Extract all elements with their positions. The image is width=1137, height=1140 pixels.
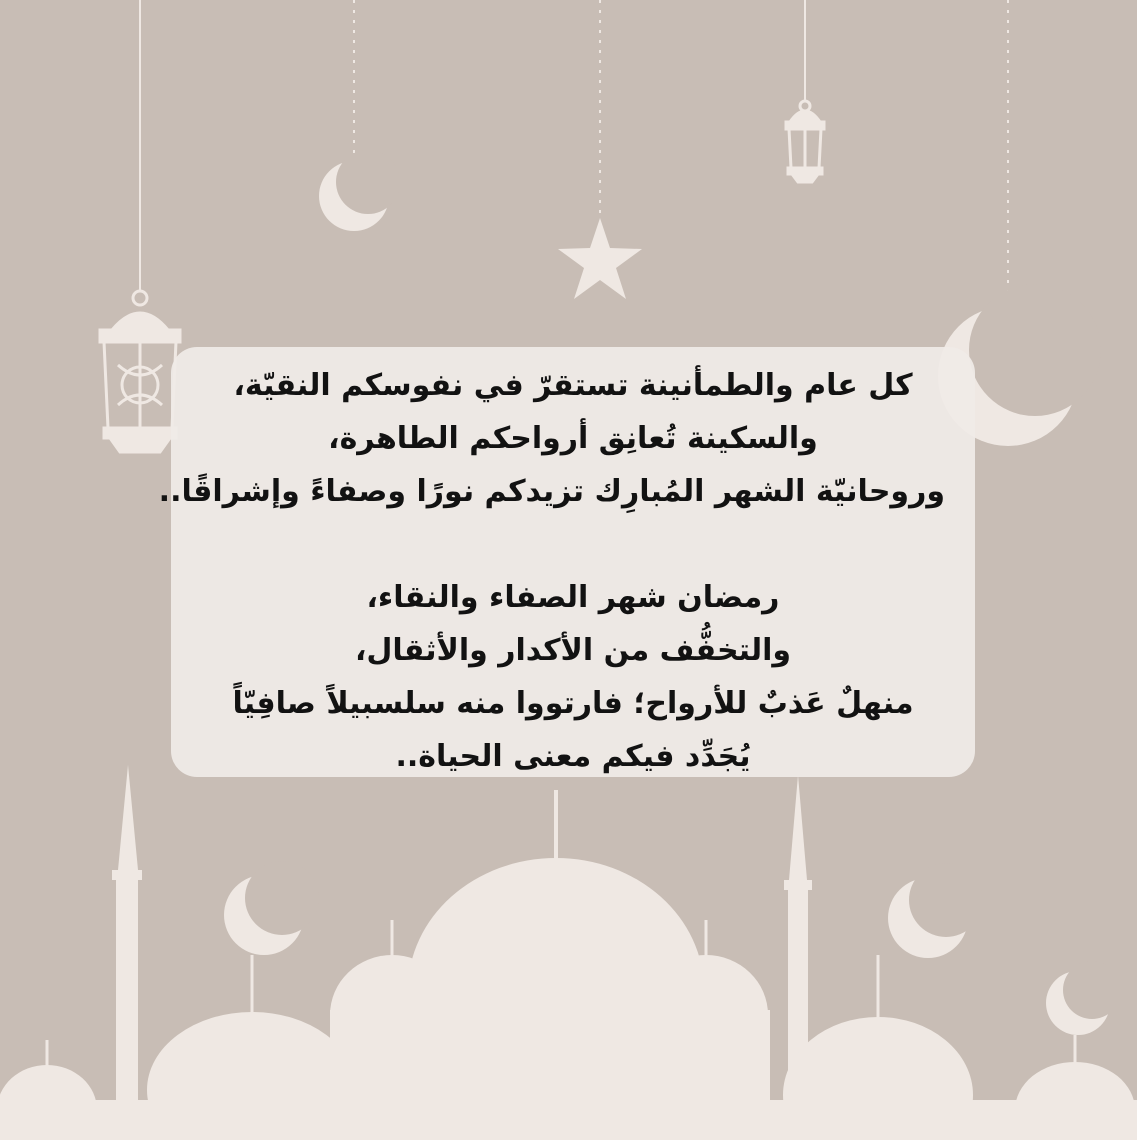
- crescent-moon-icon: [1046, 961, 1121, 1035]
- greeting-line: رمضان شهر الصفاء والنقاء،: [366, 580, 780, 615]
- greeting-card: [158, 347, 975, 777]
- lantern-icon: [786, 101, 824, 182]
- greeting-line: منهلٌ عَذبٌ للأرواح؛ فارتووا منه سلسبيلاً صافِيّاً: [232, 686, 914, 721]
- mosque-silhouette: [0, 765, 1137, 1140]
- star-icon: [558, 218, 642, 299]
- greeting-line: يُجَدِّد فيكم معنى الحياة..: [395, 739, 751, 774]
- paragraph-spacer: [201, 518, 945, 571]
- crescent-moon-icon: [319, 150, 400, 231]
- greeting-line: وروحانيّة الشهر المُبارِك تزيدكم نورًا وصفاءً وإشراقًا..: [158, 474, 945, 509]
- crescent-moon-icon: [888, 863, 983, 958]
- greeting-line: كل عام والطمأنينة تستقرّ في نفوسكم النقيّة،: [233, 368, 913, 403]
- lantern-icon: [100, 291, 180, 452]
- greeting-line: والتخفُّف من الأكدار والأثقال،: [354, 633, 792, 668]
- greeting-line: والسكينة تُعانِق أرواحكم الطاهرة،: [328, 421, 818, 456]
- crescent-moon-icon: [224, 861, 319, 955]
